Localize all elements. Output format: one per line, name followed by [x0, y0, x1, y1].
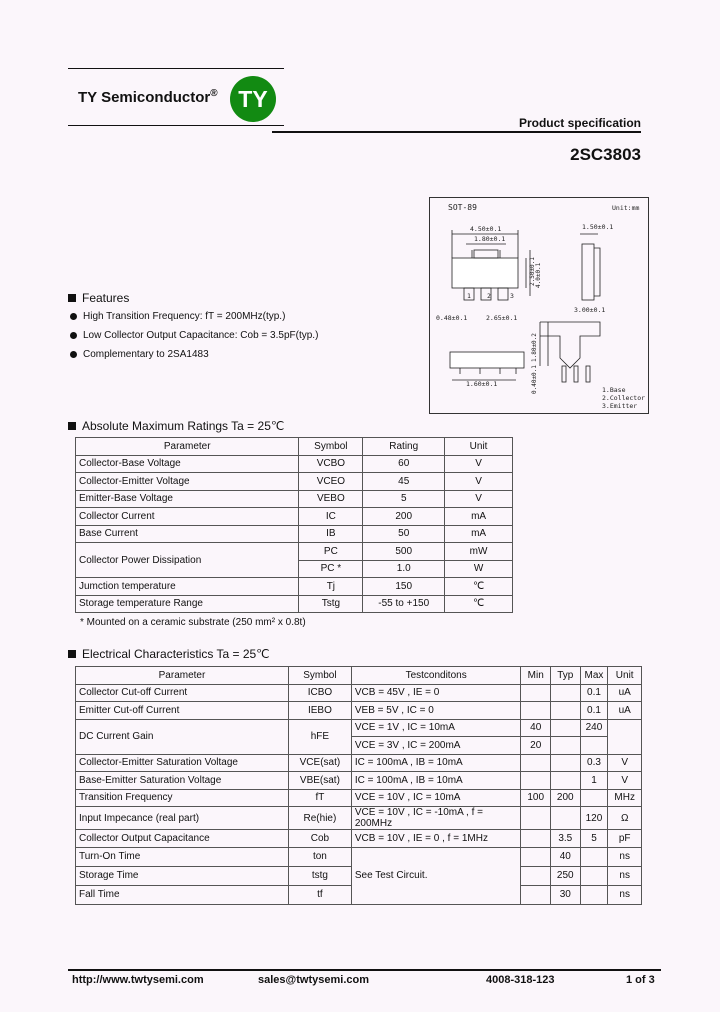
bullet-square-icon — [68, 650, 76, 658]
table-row — [76, 578, 513, 596]
symbol-cell: VEBO — [299, 490, 363, 508]
table-row — [76, 754, 642, 772]
unit-cell: W — [445, 560, 513, 578]
logo-text: TY — [238, 86, 268, 112]
symbol-cell: hFE — [288, 719, 351, 754]
param-cell: Base-Emitter Saturation Voltage — [76, 772, 289, 790]
unit-cell: uA — [608, 702, 642, 720]
symbol-cell: ton — [288, 847, 351, 866]
param-cell: Collector-Emitter Saturation Voltage — [76, 754, 289, 772]
dim-label: 1.60±0.1 — [466, 380, 498, 388]
table-row — [76, 595, 513, 613]
table-row — [76, 543, 513, 561]
feature-text: Low Collector Output Capacitance: Cob = 3.5pF(typ.) — [83, 330, 319, 341]
symbol-cell: fT — [288, 789, 351, 807]
rating-cell: 45 — [363, 473, 445, 491]
abs-max-table — [75, 437, 513, 613]
param-cell: Collector-Emitter Voltage — [76, 473, 299, 491]
table-row — [76, 455, 513, 473]
table-row — [76, 772, 642, 790]
param-cell: Input Impecance (real part) — [76, 807, 289, 830]
unit-cell: mW — [445, 543, 513, 561]
min-cell — [521, 702, 551, 720]
min-cell — [521, 754, 551, 772]
param-cell: Collector Current — [76, 508, 299, 526]
bullet-dot-icon — [70, 351, 77, 358]
symbol-cell: VCE(sat) — [288, 754, 351, 772]
page-number: 1 of 3 — [626, 974, 655, 986]
typ-cell — [550, 772, 580, 790]
column-header: Min — [521, 667, 551, 685]
rating-cell: 1.0 — [363, 560, 445, 578]
feature-item — [70, 311, 285, 322]
table-row — [76, 490, 513, 508]
rating-cell: 50 — [363, 525, 445, 543]
unit-cell: V — [445, 455, 513, 473]
table-row — [76, 684, 642, 702]
feature-text: High Transition Frequency: fT = 200MHz(typ.) — [83, 311, 286, 322]
header-rule-bottom — [68, 125, 284, 126]
condition-cell: VCB = 45V , IE = 0 — [351, 684, 521, 702]
min-cell: 20 — [521, 737, 551, 755]
param-cell: Storage temperature Range — [76, 595, 299, 613]
column-header: Parameter — [76, 438, 299, 456]
table-row — [76, 847, 642, 866]
max-cell: 1 — [580, 772, 608, 790]
package-drawing-svg — [430, 198, 648, 413]
elec-heading — [68, 647, 270, 661]
symbol-cell: IEBO — [288, 702, 351, 720]
table-row — [76, 702, 642, 720]
symbol-cell: PC * — [299, 560, 363, 578]
column-header: Unit — [445, 438, 513, 456]
max-cell — [580, 737, 608, 755]
condition-cell: VCB = 10V , IE = 0 , f = 1MHz — [351, 830, 521, 848]
typ-cell — [550, 754, 580, 772]
condition-cell: IC = 100mA , IB = 10mA — [351, 754, 521, 772]
pin-number: 3 — [510, 292, 514, 300]
unit-cell: ns — [608, 866, 642, 885]
unit-cell: Ω — [608, 807, 642, 830]
max-cell — [580, 847, 608, 866]
dim-label: 0.48±0.1 — [436, 314, 468, 322]
max-cell: 0.1 — [580, 702, 608, 720]
table-row — [76, 807, 642, 830]
column-header: Parameter — [76, 667, 289, 685]
typ-cell — [550, 684, 580, 702]
param-cell: Storage Time — [76, 866, 289, 885]
max-cell: 120 — [580, 807, 608, 830]
website-link[interactable]: http://www.twtysemi.com — [72, 974, 204, 986]
symbol-cell: ICBO — [288, 684, 351, 702]
dim-label: 4.50±0.1 — [470, 225, 502, 233]
max-cell: 0.1 — [580, 684, 608, 702]
dim-label: 2.50±0.1 — [529, 257, 536, 286]
param-cell: Collector Power Dissipation — [76, 543, 299, 578]
max-cell: 0.3 — [580, 754, 608, 772]
condition-cell: See Test Circuit. — [351, 847, 521, 904]
symbol-cell: Tstg — [299, 595, 363, 613]
unit-cell: V — [608, 772, 642, 790]
column-header: Testconditons — [351, 667, 521, 685]
features-heading — [68, 291, 129, 305]
condition-cell: VCE = 10V , IC = -10mA , f = 200MHz — [351, 807, 521, 830]
condition-cell: VEB = 5V , IC = 0 — [351, 702, 521, 720]
email-link[interactable]: sales@twtysemi.com — [258, 974, 369, 986]
brand-text: TY Semiconductor — [78, 89, 211, 106]
dim-label: 2.65±0.1 — [486, 314, 518, 322]
pin-legend-item: 2.Collector — [602, 394, 646, 402]
substrate-footnote: * Mounted on a ceramic substrate (250 mm² x 0.8t) — [80, 617, 306, 628]
param-cell: Fall Time — [76, 885, 289, 904]
header-rule-top — [68, 68, 284, 69]
symbol-cell: Re(hie) — [288, 807, 351, 830]
param-cell: Collector Output Capacitance — [76, 830, 289, 848]
rating-cell: -55 to +150 — [363, 595, 445, 613]
bullet-square-icon — [68, 294, 76, 302]
column-header: Unit — [608, 667, 642, 685]
typ-cell: 250 — [550, 866, 580, 885]
table-row — [76, 525, 513, 543]
typ-cell — [550, 807, 580, 830]
typ-cell: 200 — [550, 789, 580, 807]
min-cell: 40 — [521, 719, 551, 737]
pin-legend-item: 1.Base — [602, 386, 626, 394]
param-cell: Emitter Cut-off Current — [76, 702, 289, 720]
title-rule — [272, 131, 641, 133]
footer-rule — [68, 969, 661, 971]
min-cell — [521, 772, 551, 790]
symbol-cell: IB — [299, 525, 363, 543]
max-cell — [580, 789, 608, 807]
unit-cell: V — [445, 473, 513, 491]
min-cell — [521, 830, 551, 848]
min-cell — [521, 866, 551, 885]
table-header-row — [76, 667, 642, 685]
package-name: SOT-89 — [448, 203, 477, 212]
pin-number: 2 — [487, 292, 491, 300]
part-number: 2SC3803 — [570, 145, 641, 164]
rating-cell: 500 — [363, 543, 445, 561]
table-header-row — [76, 438, 513, 456]
unit-cell: MHz — [608, 789, 642, 807]
table-row — [76, 830, 642, 848]
typ-cell: 3.5 — [550, 830, 580, 848]
column-header: Rating — [363, 438, 445, 456]
column-header: Symbol — [299, 438, 363, 456]
symbol-cell: IC — [299, 508, 363, 526]
max-cell — [580, 866, 608, 885]
min-cell — [521, 684, 551, 702]
dim-label: 0.40±0.1 — [531, 365, 538, 394]
max-cell: 240 — [580, 719, 608, 737]
param-cell: Transition Frequency — [76, 789, 289, 807]
unit-cell: pF — [608, 830, 642, 848]
unit-cell: ns — [608, 847, 642, 866]
unit-cell: V — [608, 754, 642, 772]
unit-cell: uA — [608, 684, 642, 702]
symbol-cell: Tj — [299, 578, 363, 596]
dim-label: 3.00±0.1 — [574, 306, 606, 314]
param-cell: Jumction temperature — [76, 578, 299, 596]
typ-cell — [550, 737, 580, 755]
brand-name — [78, 88, 218, 106]
unit-label: Unit:mm — [612, 204, 640, 212]
bullet-dot-icon — [70, 313, 77, 320]
symbol-cell: PC — [299, 543, 363, 561]
min-cell — [521, 847, 551, 866]
typ-cell: 30 — [550, 885, 580, 904]
condition-cell: VCE = 1V , IC = 10mA — [351, 719, 521, 737]
unit-cell: mA — [445, 508, 513, 526]
param-cell: Base Current — [76, 525, 299, 543]
symbol-cell: VBE(sat) — [288, 772, 351, 790]
unit-cell: V — [445, 490, 513, 508]
unit-cell: mA — [445, 525, 513, 543]
condition-cell: VCE = 10V , IC = 10mA — [351, 789, 521, 807]
min-cell: 100 — [521, 789, 551, 807]
symbol-cell: Cob — [288, 830, 351, 848]
table-row — [76, 473, 513, 491]
feature-text: Complementary to 2SA1483 — [83, 349, 209, 360]
rating-cell: 5 — [363, 490, 445, 508]
dim-label: 4.0±0.1 — [535, 262, 542, 288]
pin-legend-item: 3.Emitter — [602, 402, 638, 410]
min-cell — [521, 807, 551, 830]
max-cell — [580, 885, 608, 904]
symbol-cell: VCEO — [299, 473, 363, 491]
features-title: Features — [82, 291, 130, 305]
param-cell: Emitter-Base Voltage — [76, 490, 299, 508]
min-cell — [521, 885, 551, 904]
param-cell: Collector-Base Voltage — [76, 455, 299, 473]
table-row — [76, 508, 513, 526]
dim-label: 1.50±0.1 — [582, 223, 614, 231]
symbol-cell: tstg — [288, 866, 351, 885]
bullet-dot-icon — [70, 332, 77, 339]
column-header: Symbol — [288, 667, 351, 685]
dim-label: 1.80±0.2 — [531, 333, 538, 362]
unit-cell: ns — [608, 885, 642, 904]
phone-number: 4008-318-123 — [486, 974, 555, 986]
rating-cell: 150 — [363, 578, 445, 596]
unit-cell: ℃ — [445, 578, 513, 596]
typ-cell: 40 — [550, 847, 580, 866]
feature-item — [70, 349, 209, 360]
column-header: Max — [580, 667, 608, 685]
abs-max-heading — [68, 419, 284, 433]
max-cell: 5 — [580, 830, 608, 848]
product-spec-label: Product specification — [518, 116, 641, 130]
symbol-cell: VCBO — [299, 455, 363, 473]
condition-cell: IC = 100mA , IB = 10mA — [351, 772, 521, 790]
company-logo — [230, 76, 276, 122]
symbol-cell: tf — [288, 885, 351, 904]
elec-title: Electrical Characteristics Ta = 25℃ — [82, 647, 270, 661]
param-cell: DC Current Gain — [76, 719, 289, 754]
unit-cell: ℃ — [445, 595, 513, 613]
param-cell: Collector Cut-off Current — [76, 684, 289, 702]
rating-cell: 200 — [363, 508, 445, 526]
package-outline-drawing — [429, 197, 649, 414]
table-row — [76, 789, 642, 807]
param-cell: Turn-On Time — [76, 847, 289, 866]
column-header: Typ — [550, 667, 580, 685]
abs-max-title: Absolute Maximum Ratings Ta = 25℃ — [82, 419, 285, 433]
elec-char-table — [75, 666, 642, 905]
feature-item — [70, 330, 318, 341]
dim-label: 1.80±0.1 — [474, 235, 506, 243]
bullet-square-icon — [68, 422, 76, 430]
table-row — [76, 719, 642, 737]
unit-cell — [608, 719, 642, 754]
condition-cell: VCE = 3V , IC = 200mA — [351, 737, 521, 755]
typ-cell — [550, 702, 580, 720]
typ-cell — [550, 719, 580, 737]
pin-number: 1 — [467, 292, 471, 300]
rating-cell: 60 — [363, 455, 445, 473]
registered-mark: ® — [210, 88, 218, 99]
